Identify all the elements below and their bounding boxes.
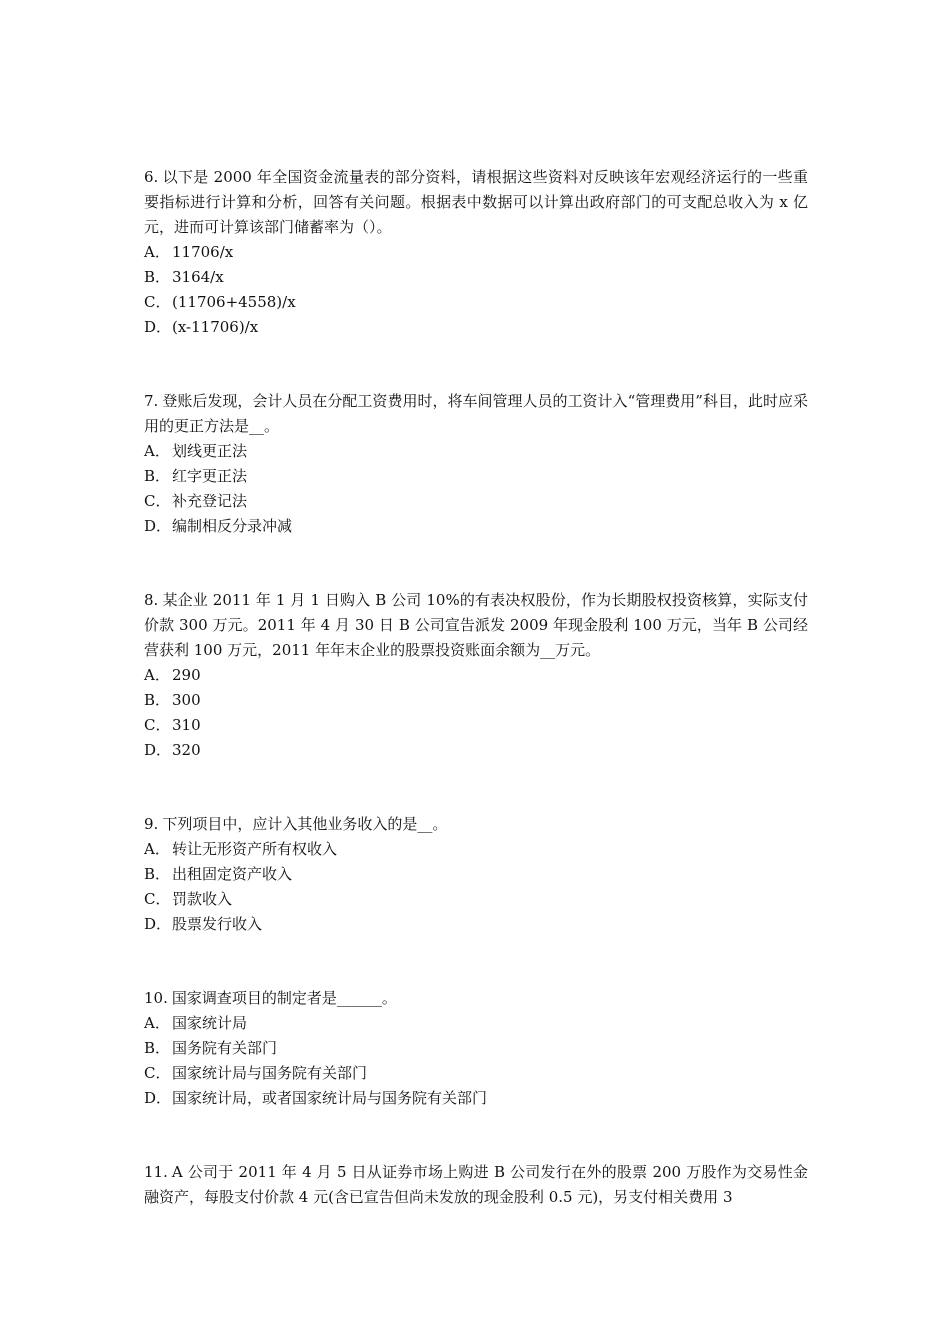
question-8 (144, 588, 808, 763)
option-letter: D． (144, 741, 172, 759)
option-text: 转让无形资产所有权收入 (172, 840, 338, 858)
option-list (144, 663, 808, 763)
spacer (144, 539, 808, 588)
question-text (144, 389, 808, 439)
option-text: 300 (172, 691, 201, 709)
option-text: (x-11706)/x (172, 318, 259, 336)
option-b (144, 688, 808, 713)
question-number: 11. (144, 1163, 168, 1181)
option-text: 11706/x (172, 243, 234, 261)
option-letter: B． (144, 1039, 171, 1057)
option-letter: D． (144, 517, 172, 535)
option-text: 补充登记法 (172, 492, 248, 510)
option-c (144, 887, 808, 912)
option-text: 290 (172, 666, 201, 684)
option-list (144, 240, 808, 340)
question-body: 某企业 2011 年 1 月 1 日购入 B 公司 10%的有表决权股份，作为长期股权投资核算，实际支付价款 300 万元。2011 年 4 月 30 日 B 公司宣告派发 2009 年现金股利 100 万元，当年 B 公司经营获利 100 万元，2011 年年末企业的股票投资账面余额为__万元。 (144, 591, 808, 659)
option-letter: B． (144, 268, 171, 286)
option-d (144, 912, 808, 937)
option-letter: C． (144, 890, 171, 908)
question-9 (144, 812, 808, 937)
option-a (144, 663, 808, 688)
option-letter: D． (144, 318, 172, 336)
question-text (144, 812, 808, 837)
question-number: 8. (144, 591, 159, 609)
option-text: 国家统计局与国务院有关部门 (172, 1064, 368, 1082)
option-text: 国务院有关部门 (172, 1039, 278, 1057)
option-letter: B． (144, 691, 171, 709)
option-b (144, 1036, 808, 1061)
option-text: 罚款收入 (172, 890, 233, 908)
question-7 (144, 389, 808, 539)
option-letter: D． (144, 915, 172, 933)
option-a (144, 837, 808, 862)
option-letter: A． (144, 666, 170, 684)
option-text: 国家统计局 (172, 1014, 248, 1032)
document-page (144, 165, 808, 1210)
option-letter: B． (144, 467, 171, 485)
option-text: (11706+4558)/x (172, 293, 296, 311)
option-text: 出租固定资产收入 (172, 865, 293, 883)
question-number: 9. (144, 815, 159, 833)
option-text: 红字更正法 (172, 467, 248, 485)
option-c (144, 290, 808, 315)
option-letter: C． (144, 716, 171, 734)
option-letter: D． (144, 1089, 172, 1107)
question-text (144, 588, 808, 663)
option-d (144, 315, 808, 340)
question-body: 下列项目中，应计入其他业务收入的是__。 (162, 815, 448, 833)
option-letter: C． (144, 492, 171, 510)
option-c (144, 713, 808, 738)
option-letter: B． (144, 865, 171, 883)
question-body: 登账后发现，会计人员在分配工资费用时，将车间管理人员的工资计入“管理费用”科目，此时应采用的更正方法是__。 (144, 392, 808, 435)
option-c (144, 489, 808, 514)
option-text: 310 (172, 716, 201, 734)
option-a (144, 1011, 808, 1036)
option-list (144, 1011, 808, 1111)
option-letter: A． (144, 243, 170, 261)
question-6 (144, 165, 808, 340)
option-text: 3164/x (172, 268, 224, 286)
option-text: 划线更正法 (172, 442, 248, 460)
question-body: A 公司于 2011 年 4 月 5 日从证券市场上购进 B 公司发行在外的股票 200 万股作为交易性金融资产，每股支付价款 4 元(含已宣告但尚未发放的现金股利 0.5 元)，另支付相关费用 3 (144, 1163, 808, 1206)
option-a (144, 240, 808, 265)
option-letter: A． (144, 1014, 170, 1032)
option-letter: A． (144, 840, 170, 858)
question-body: 国家调查项目的制定者是______。 (171, 989, 397, 1007)
option-text: 股票发行收入 (172, 915, 263, 933)
spacer (144, 1111, 808, 1160)
option-d (144, 514, 808, 539)
option-letter: A． (144, 442, 170, 460)
option-letter: C． (144, 1064, 171, 1082)
spacer (144, 340, 808, 389)
option-list (144, 439, 808, 539)
question-number: 10. (144, 989, 168, 1007)
option-d (144, 1086, 808, 1111)
question-10 (144, 986, 808, 1111)
option-text: 国家统计局，或者国家统计局与国务院有关部门 (172, 1089, 488, 1107)
option-list (144, 837, 808, 937)
question-number: 7. (144, 392, 159, 410)
option-b (144, 862, 808, 887)
question-text (144, 986, 808, 1011)
question-body: 以下是 2000 年全国资金流量表的部分资料，请根据这些资料对反映该年宏观经济运行的一些重要指标进行计算和分析，回答有关问题。根据表中数据可以计算出政府部门的可支配总收入为 x 亿元，进而可计算该部门储蓄率为（）。 (144, 168, 808, 236)
spacer (144, 937, 808, 986)
option-a (144, 439, 808, 464)
option-text: 320 (172, 741, 201, 759)
question-11 (144, 1160, 808, 1210)
option-b (144, 265, 808, 290)
question-number: 6. (144, 168, 159, 186)
option-b (144, 464, 808, 489)
question-text (144, 165, 808, 240)
option-d (144, 738, 808, 763)
option-c (144, 1061, 808, 1086)
spacer (144, 763, 808, 812)
option-text: 编制相反分录冲减 (172, 517, 293, 535)
question-text (144, 1160, 808, 1210)
option-letter: C． (144, 293, 171, 311)
